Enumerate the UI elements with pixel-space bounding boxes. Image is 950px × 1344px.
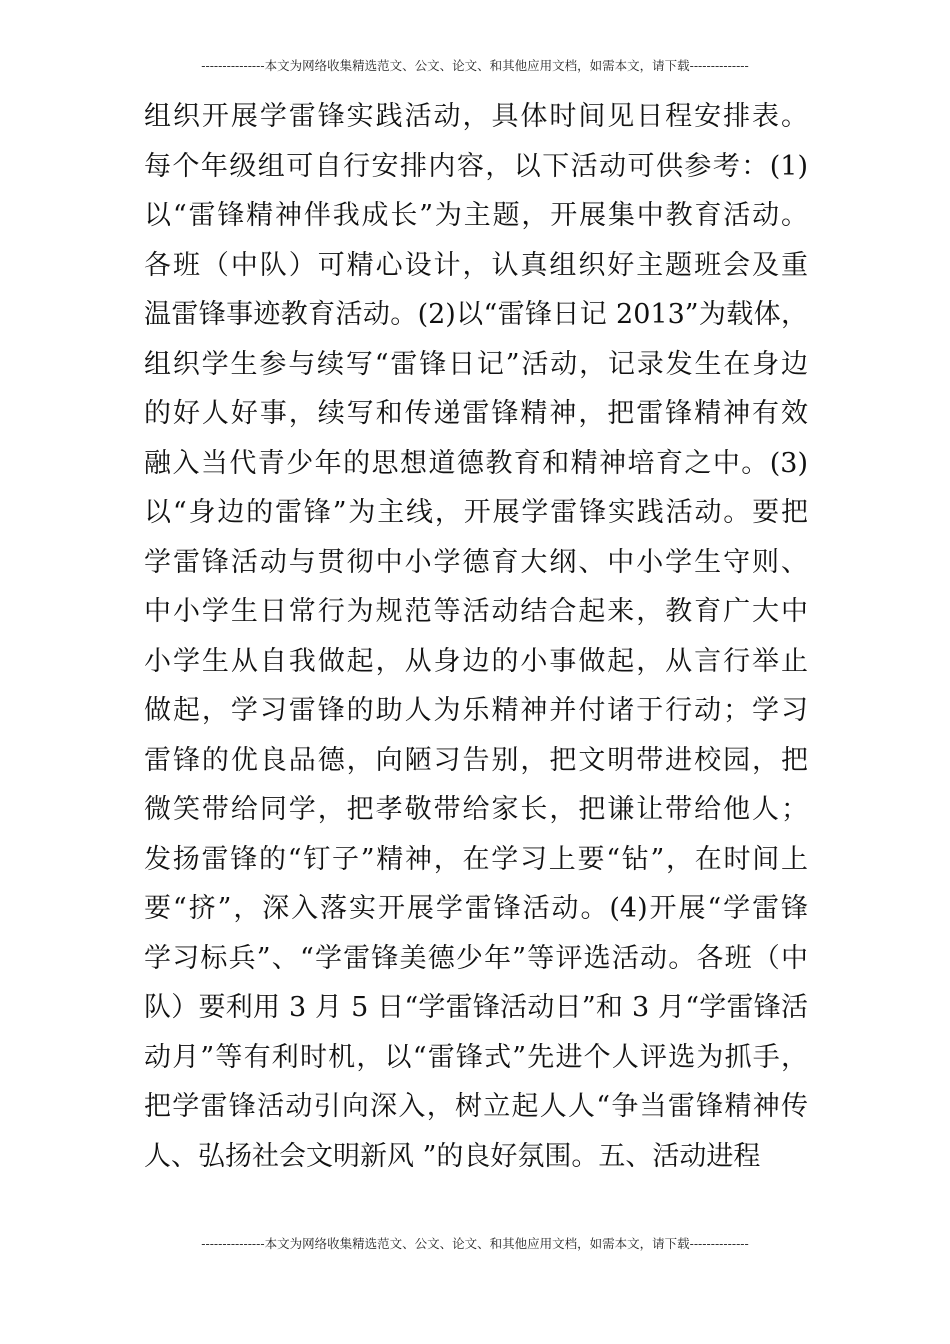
text-line: 组织学生参与续写“雷锋日记”活动，记录发生在身边 — [144, 348, 808, 380]
text-line: 以“身边的雷锋”为主线，开展学雷锋实践活动。要把 — [144, 497, 808, 528]
text-line: 学雷锋活动与贯彻中小学德育大纲、中小学生守则、 — [144, 546, 808, 578]
text-line: 把学雷锋活动引向深入，树立起人人“争当雷锋精神传 — [144, 1091, 808, 1122]
text-line: 融入当代青少年的思想道德教育和精神培育之中。(3) — [144, 447, 808, 479]
text-line: 温雷锋事迹教育活动。(2)以“雷锋日记 2013”为载体， — [144, 299, 808, 330]
text-line: 组织开展学雷锋实践活动，具体时间见日程安排表。 — [144, 101, 808, 132]
page-footer: ---------------本文为网络收集精选范文、公文、论文、和其他应用文档，如需本文，请下载-------------- — [201, 1236, 749, 1251]
text-line: 各班（中队）可精心设计，认真组织好主题班会及重 — [144, 249, 808, 281]
text-line: 小学生从自我做起，从身边的小事做起，从言行举止 — [144, 645, 808, 677]
text-line: 微笑带给同学，把孝敬带给家长，把谦让带给他人； — [144, 794, 808, 825]
text-line: 每个年级组可自行安排内容，以下活动可供参考：(1) — [144, 150, 808, 182]
text-line: 中小学生日常行为规范等活动结合起来，教育广大中 — [144, 596, 808, 627]
text-line: 的好人好事，续写和传递雷锋精神，把雷锋精神有效 — [144, 398, 808, 429]
text-line: 发扬雷锋的“钉子”精神，在学习上要“钻”，在时间上 — [144, 843, 808, 875]
text-line: 以“雷锋精神伴我成长”为主题，开展集中教育活动。 — [144, 200, 808, 231]
text-line: 学习标兵”、“学雷锋美德少年”等评选活动。各班（中 — [144, 942, 808, 974]
text-line: 要“挤”，深入落实开展学雷锋活动。(4)开展“学雷锋 — [144, 893, 808, 924]
text-line: 动月”等有利时机，以“雷锋式”先进个人评选为抓手， — [144, 1041, 808, 1073]
text-line: 人、弘扬社会文明新风 ”的良好氛围。五、活动进程 — [144, 1140, 761, 1172]
body-text — [144, 92, 808, 1181]
text-line: 队）要利用 3 月 5 日“学雷锋活动日”和 3 月“学雷锋活 — [144, 992, 808, 1023]
text-line: 做起，学习雷锋的助人为乐精神并付诸于行动；学习 — [144, 695, 808, 726]
page-header: ---------------本文为网络收集精选范文、公文、论文、和其他应用文档，如需本文，请下载-------------- — [201, 58, 749, 73]
text-line: 雷锋的优良品德，向陋习告别，把文明带进校园，把 — [144, 744, 808, 776]
